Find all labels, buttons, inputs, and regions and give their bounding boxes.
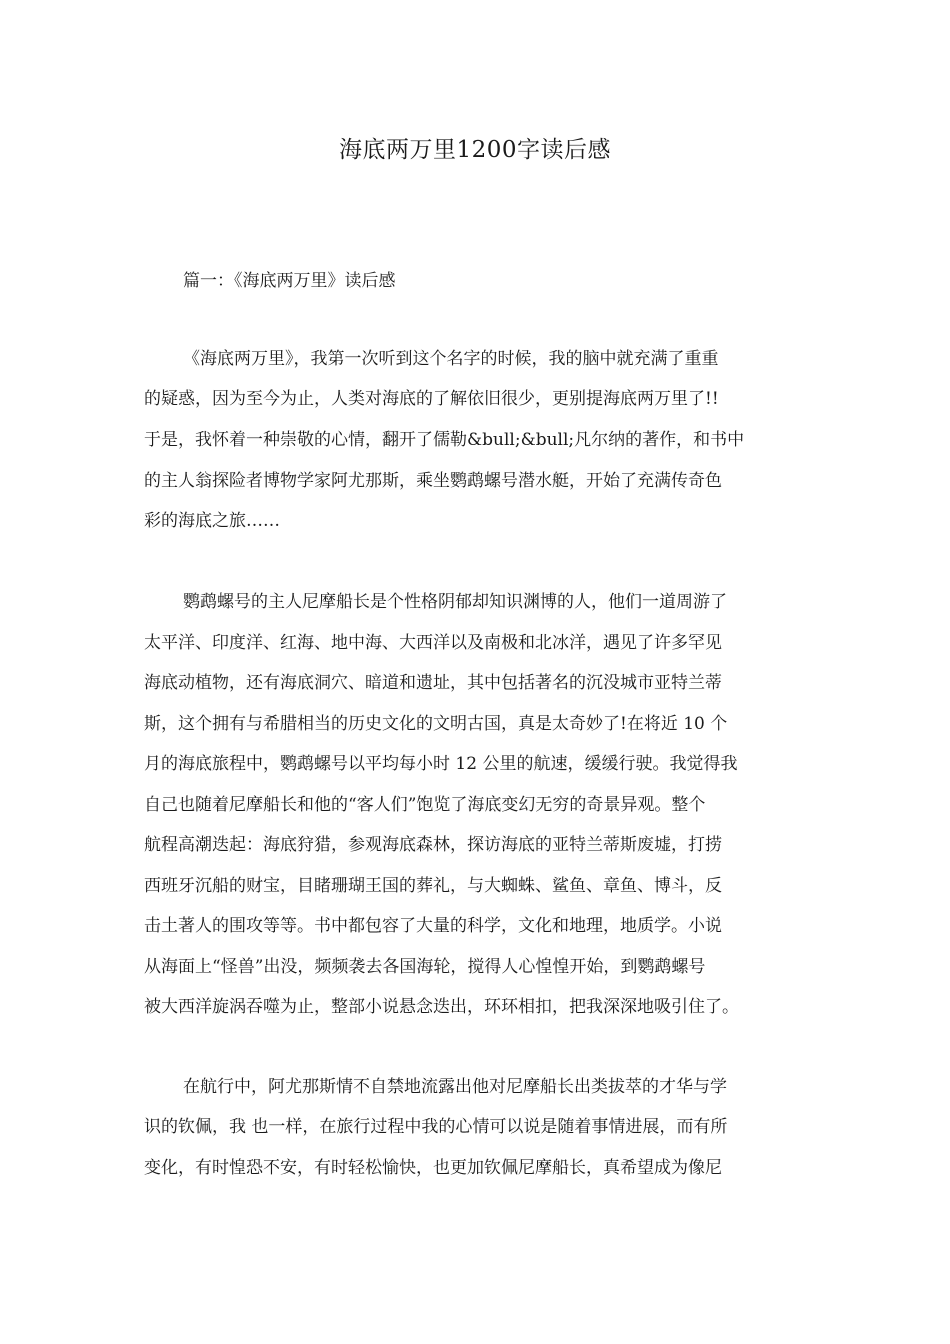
paragraph-line: 鹦鹉螺号的主人尼摩船长是个性格阴郁却知识渊博的人，他们一道周游了 — [183, 592, 727, 612]
paragraph-line: 彩的海底之旅…… — [144, 511, 280, 531]
paragraph-line: 太平洋、印度洋、红海、地中海、大西洋以及南极和北冰洋，遇见了许多罕见 — [144, 633, 722, 653]
paragraph-line: 海底动植物，还有海底洞穴、暗道和遗址，其中包括著名的沉没城市亚特兰蒂 — [144, 673, 722, 693]
paragraph-line: 在航行中，阿尤那斯情不自禁地流露出他对尼摩船长出类拔萃的才华与学 — [183, 1077, 727, 1097]
paragraph-line: 自己也随着尼摩船长和他的“客人们”饱览了海底变幻无穷的奇景异观。整个 — [144, 795, 706, 815]
document-title: 海底两万里1200字读后感 — [338, 137, 612, 163]
paragraph-line: 变化，有时惶恐不安，有时轻松愉快，也更加钦佩尼摩船长，真希望成为像尼 — [144, 1158, 722, 1178]
paragraph-line: 的主人翁探险者博物学家阿尤那斯，乘坐鹦鹉螺号潜水艇，开始了充满传奇色 — [144, 471, 722, 491]
section-heading: 篇一：《海底两万里》读后感 — [183, 271, 396, 291]
paragraph-line: 《海底两万里》，我第一次听到这个名字的时候，我的脑中就充满了重重 — [183, 349, 719, 369]
paragraph-line: 航程高潮迭起：海底狩猎，参观海底森林，探访海底的亚特兰蒂斯废墟，打捞 — [144, 835, 722, 855]
paragraph-line: 斯，这个拥有与希腊相当的历史文化的文明古国，真是太奇妙了!在将近 10 个 — [144, 714, 728, 734]
paragraph-line: 于是，我怀着一种崇敬的心情，翻开了儒勒&bull;&bull;凡尔纳的著作，和书中 — [144, 430, 745, 450]
paragraph-line: 西班牙沉船的财宝，目睹珊瑚王国的葬礼，与大蜘蛛、鲨鱼、章鱼、博斗，反 — [144, 876, 722, 896]
paragraph-line: 的疑惑，因为至今为止，人类对海底的了解依旧很少，更别提海底两万里了!! — [144, 389, 719, 409]
paragraph-line: 击土著人的围攻等等。书中都包容了大量的科学，文化和地理，地质学。小说 — [144, 916, 722, 936]
paragraph-line: 从海面上“怪兽”出没，频频袭去各国海轮，搅得人心惶惶开始，到鹦鹉螺号 — [144, 957, 706, 977]
paragraph-line: 被大西洋旋涡吞噬为止，整部小说悬念迭出，环环相扣，把我深深地吸引住了。 — [144, 997, 739, 1017]
paragraph-line: 识的钦佩，我 也一样，在旅行过程中我的心情可以说是随着事情进展，而有所 — [144, 1117, 728, 1137]
paragraph-line: 月的海底旅程中，鹦鹉螺号以平均每小时 12 公里的航速，缓缓行驶。我觉得我 — [144, 754, 738, 774]
